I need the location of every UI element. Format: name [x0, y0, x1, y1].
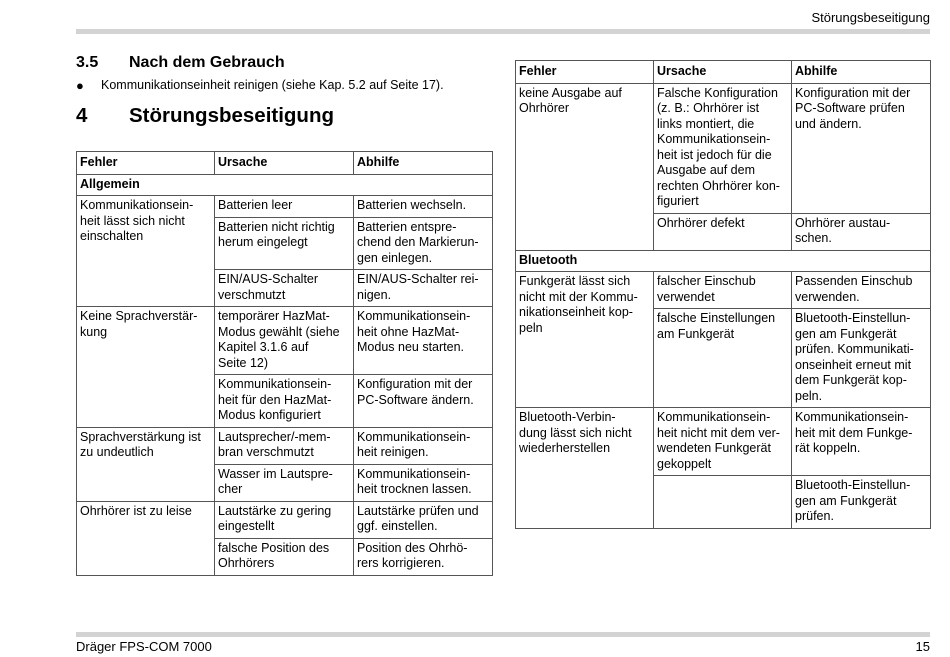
- fehler-cell: Funkgerät lässt sich nicht mit der Kommu- nikationseinheit kop- peln: [516, 272, 654, 408]
- table-row: [77, 196, 493, 218]
- abhilfe-cell: Passenden Einschub verwenden.: [792, 272, 931, 309]
- column-header: Ursache: [654, 61, 792, 84]
- chapter-number: 4: [76, 104, 88, 127]
- ursache-cell: Falsche Konfiguration (z. B.: Ohrhörer ist links montiert, die Kommunikationsein- heit ist jedoch für die Ausgabe auf dem rechten Ohrhörer kon- figuriert: [654, 83, 792, 213]
- bullet-item: [76, 78, 496, 93]
- ursache-cell: Ohrhörer defekt: [654, 213, 792, 250]
- column-header: Abhilfe: [354, 152, 493, 175]
- page-number: 15: [915, 639, 930, 654]
- group-row: [516, 250, 931, 272]
- abhilfe-cell: Kommunikationsein- heit ohne HazMat- Modus neu starten.: [354, 307, 493, 375]
- ursache-cell: falsche Position des Ohrhörers: [215, 538, 354, 575]
- abhilfe-cell: Position des Ohrhö- rers korrigieren.: [354, 538, 493, 575]
- ursache-cell: Batterien nicht richtig herum eingelegt: [215, 217, 354, 270]
- table-header-row: [77, 152, 493, 175]
- group-row: [77, 174, 493, 196]
- ursache-cell: Batterien leer: [215, 196, 354, 218]
- abhilfe-cell: Batterien wechseln.: [354, 196, 493, 218]
- abhilfe-cell: Kommunikationsein- heit reinigen.: [354, 427, 493, 464]
- column-header: Fehler: [516, 61, 654, 84]
- footer-rule: [76, 632, 930, 637]
- abhilfe-cell: Batterien entspre- chend den Markierun- gen einlegen.: [354, 217, 493, 270]
- abhilfe-cell: Bluetooth-Einstellun- gen am Funkgerät prüfen.: [792, 476, 931, 529]
- fehler-cell: keine Ausgabe auf Ohrhörer: [516, 83, 654, 250]
- abhilfe-cell: Ohrhörer austau- schen.: [792, 213, 931, 250]
- ursache-cell: Wasser im Lautspre- cher: [215, 464, 354, 501]
- column-header: Abhilfe: [792, 61, 931, 84]
- group-label: Bluetooth: [516, 250, 931, 272]
- bullet-text: Kommunikationseinheit reinigen (siehe Kap. 5.2 auf Seite 17).: [101, 78, 444, 92]
- table-row: [516, 408, 931, 476]
- ursache-cell: Lautstärke zu gering eingestellt: [215, 501, 354, 538]
- abhilfe-cell: Kommunikationsein- heit trocknen lassen.: [354, 464, 493, 501]
- group-label: Allgemein: [77, 174, 493, 196]
- section-title: Nach dem Gebrauch: [129, 54, 285, 71]
- chapter-heading: [76, 104, 334, 128]
- ursache-cell: [654, 476, 792, 529]
- header-rule: [76, 29, 930, 34]
- footer-product: Dräger FPS-COM 7000: [76, 639, 212, 654]
- ursache-cell: falscher Einschub verwendet: [654, 272, 792, 309]
- troubleshooting-table-right: [515, 60, 931, 529]
- chapter-title: Störungsbeseitigung: [129, 104, 334, 127]
- abhilfe-cell: Kommunikationsein- heit mit dem Funkge- rät koppeln.: [792, 408, 931, 476]
- section-number: 3.5: [76, 54, 99, 71]
- bullet-icon: ●: [76, 78, 84, 93]
- ursache-cell: Kommunikationsein- heit nicht mit dem ver- wendeten Funkgerät gekoppelt: [654, 408, 792, 476]
- fehler-cell: Kommunikationsein- heit lässt sich nicht einschalten: [77, 196, 215, 307]
- abhilfe-cell: EIN/AUS-Schalter rei- nigen.: [354, 270, 493, 307]
- abhilfe-cell: Konfiguration mit der PC-Software prüfen und ändern.: [792, 83, 931, 213]
- section-3-5: [76, 54, 496, 93]
- table-row: [516, 272, 931, 309]
- fehler-cell: Ohrhörer ist zu leise: [77, 501, 215, 575]
- table-row: [77, 307, 493, 375]
- fehler-cell: Bluetooth-Verbin- dung lässt sich nicht wiederherstellen: [516, 408, 654, 529]
- ursache-cell: temporärer HazMat- Modus gewählt (siehe Kapitel 3.1.6 auf Seite 12): [215, 307, 354, 375]
- table-row: [516, 83, 931, 213]
- abhilfe-cell: Konfiguration mit der PC-Software ändern.: [354, 375, 493, 428]
- column-header: Fehler: [77, 152, 215, 175]
- ursache-cell: Lautsprecher/-mem- bran verschmutzt: [215, 427, 354, 464]
- ursache-cell: falsche Einstellungen am Funkgerät: [654, 309, 792, 408]
- fehler-cell: Sprachverstärkung ist zu undeutlich: [77, 427, 215, 501]
- table-header-row: [516, 61, 931, 84]
- troubleshooting-table-left: [76, 151, 493, 576]
- ursache-cell: EIN/AUS-Schalter verschmutzt: [215, 270, 354, 307]
- table-row: [77, 501, 493, 538]
- ursache-cell: Kommunikationsein- heit für den HazMat- Modus konfiguriert: [215, 375, 354, 428]
- abhilfe-cell: Bluetooth-Einstellun- gen am Funkgerät prüfen. Kommunikati- onseinheit erneut mit dem Funkgerät kop- peln.: [792, 309, 931, 408]
- section-heading: [76, 54, 496, 72]
- abhilfe-cell: Lautstärke prüfen und ggf. einstellen.: [354, 501, 493, 538]
- fehler-cell: Keine Sprachverstär- kung: [77, 307, 215, 428]
- table-row: [77, 427, 493, 464]
- column-header: Ursache: [215, 152, 354, 175]
- running-title: Störungsbeseitigung: [811, 10, 930, 25]
